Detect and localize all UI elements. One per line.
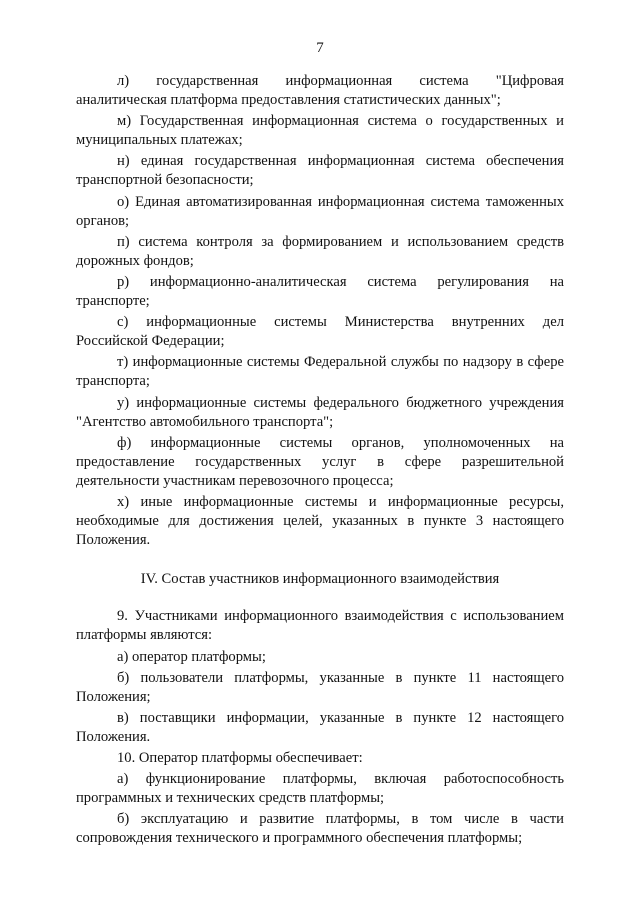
page-number: 7 (316, 40, 324, 56)
list-item-s: с) информационные системы Министерства внутренних дел Российской Федерации; (76, 314, 564, 350)
paragraph-9-a: а) оператор платформы; (117, 648, 266, 665)
list-item-p: п) система контроля за формированием и использованием средств дорожных фондов; (76, 233, 564, 269)
list-item-o: о) Единая автоматизированная информационная система таможенных органов; (76, 193, 564, 229)
list-item-l: л) государственная информационная система "Цифровая аналитическая платформа предоставления статистических данных"; (76, 73, 564, 109)
paragraph-10-a: а) функционирование платформы, включая работоспособность программных и технических средств платформы; (76, 771, 564, 807)
list-item-r: р) информационно-аналитическая система регулирования на транспорте; (76, 273, 564, 310)
list-item-n: н) единая государственная информационная система обеспечения транспортной безопасности; (76, 153, 564, 189)
list-item-t: т) информационные системы Федеральной службы по надзору в сфере транспорта; (76, 354, 564, 390)
paragraph-9: 9. Участниками информационного взаимодействия с использованием платформы являются: (76, 608, 564, 644)
document-body (76, 72, 564, 850)
list-item-m: м) Государственная информационная система о государственных и муниципальных платежах; (76, 113, 564, 149)
paragraph-9-b: б) пользователи платформы, указанные в пункте 11 настоящего Положения; (76, 669, 564, 705)
paragraph-10-b: б) эксплуатацию и развитие платформы, в том числе в части сопровождения технического и программного обеспечения платформы; (76, 811, 564, 847)
list-item-kh: х) иные информационные системы и информационные ресурсы, необходимые для достижения целей, указанных в пункте 3 настоящего Положения. (76, 493, 564, 549)
section-heading: IV. Состав участников информационного взаимодействия (140, 571, 500, 588)
paragraph-10: 10. Оператор платформы обеспечивает: (117, 750, 363, 766)
list-item-f: ф) информационные системы органов, уполномоченных на предоставление государственных услуг в сфере разрешительной деятельности участникам перевозочного процесса; (76, 434, 564, 489)
paragraph-9-v: в) поставщики информации, указанные в пункте 12 настоящего Положения. (76, 709, 564, 745)
list-item-u: у) информационные системы федерального бюджетного учреждения "Агентство автомобильного транспорта"; (76, 394, 564, 430)
